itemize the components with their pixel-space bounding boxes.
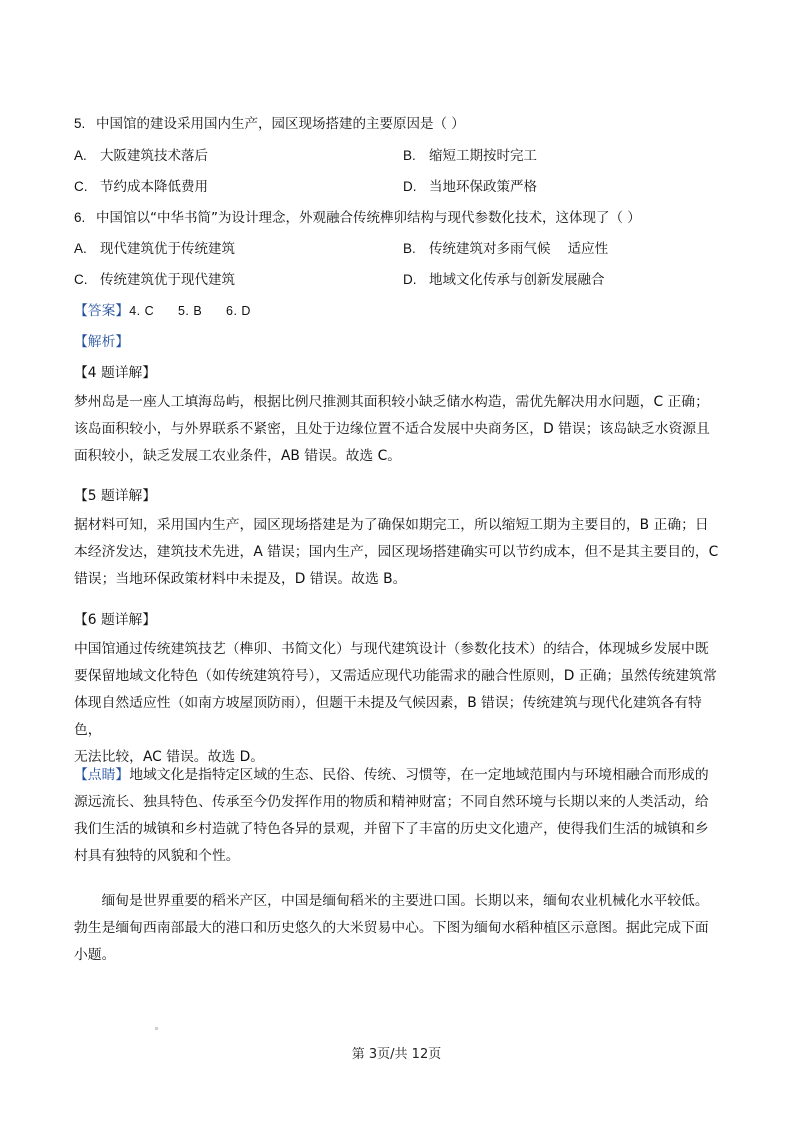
q4-detail-line: 该岛面积较小，与外界联系不紧密，且处于边缘位置不适合发展中央商务区，D 错误；该岛缺乏水资源且: [74, 421, 710, 437]
material-paragraph: [74, 888, 724, 969]
material-line: 缅甸是世界重要的稻米产区，中国是缅甸稻米的主要进口国。长期以来，缅甸农业机械化水平较低。: [101, 893, 709, 909]
q5-option-c: C. 节约成本降低费用: [74, 179, 208, 195]
q6-detail-line: 中国馆通过传统建筑技艺（榫卯、书简文化）与现代建筑设计（参数化技术）的结合，体现城乡发展中既: [74, 641, 709, 657]
answer-tag: 【答案】: [74, 303, 130, 319]
page-footer: 第 3页/共 12页: [351, 1047, 442, 1062]
comment-line: 我们生活的城镇和乡村造就了特色各异的景观，并留下了丰富的历史文化遗产，使得我们生活的城镇和乡: [74, 821, 709, 837]
q6-detail-line: 体现自然适应性（如南方坡屋顶防雨），但题干未提及气候因素，B 错误；传统建筑与现代化建筑各有特色，: [74, 695, 702, 738]
material-line: 勃生是缅甸西南部最大的港口和历史悠久的大米贸易中心。下图为缅甸水稻种植区示意图。据此完成下面: [74, 920, 709, 936]
material-line: 小题。: [74, 947, 116, 963]
q5-detail-body: [74, 512, 724, 593]
question-6-stem: 6. 中国馆以“中华书简”为设计理念，外观融合传统榫卯结构与现代参数化技术，这体现了（ ）: [74, 210, 641, 226]
q6-option-c: C. 传统建筑优于现代建筑: [74, 272, 235, 288]
q5-option-d: D. 当地环保政策严格: [403, 179, 537, 195]
question-6-number: 6.: [74, 210, 86, 225]
scan-speck: [155, 1027, 158, 1030]
q4-detail-body: [74, 389, 724, 470]
q4-detail-line: 面积较小，缺乏发展工农业条件，AB 错误。故选 C。: [74, 448, 402, 464]
comment-tag: 【点睛】: [74, 767, 130, 783]
q5-detail-line: 据材料可知，采用国内生产，园区现场搭建是为了确保如期完工，所以缩短工期为主要目的，B 正确；日: [74, 517, 709, 533]
analysis-tag: 【解析】: [74, 334, 130, 350]
q5-option-a: A. 大阪建筑技术落后: [74, 148, 208, 164]
q5-detail-tag: 【5 题详解】: [74, 488, 157, 504]
comment-line: 地域文化是指特定区域的生态、民俗、传统、习惯等，在一定地域范围内与环境相融合而形成的: [129, 767, 709, 783]
q5-detail-line: 本经济发达，建筑技术先进，A 错误；国内生产，园区现场搭建确实可以节约成本，但不是其主要目的，C: [74, 544, 719, 560]
q5-option-b: B. 缩短工期按时完工: [403, 148, 537, 164]
q4-detail-line: 梦州岛是一座人工填海岛屿，根据比例尺推测其面积较小缺乏储水构造，需优先解决用水问题，C 正确；: [74, 394, 709, 410]
comment-body: [74, 762, 724, 870]
q6-detail-line: 要保留地域文化特色（如传统建筑符号），又需适应现代功能需求的融合性原则，D 正确；虽然传统建筑常: [74, 668, 717, 684]
comment-line: 源远流长、独具特色、传承至今仍发挥作用的物质和精神财富；不同自然环境与长期以来的人类活动，给: [74, 794, 709, 810]
answer-text: 4. C 5. B 6. D: [129, 304, 251, 318]
q6-option-a: A. 现代建筑优于传统建筑: [74, 241, 235, 257]
q6-detail-tag: 【6 题详解】: [74, 612, 157, 628]
q6-detail-body: [74, 636, 724, 771]
q5-detail-line: 错误；当地环保政策材料中未提及，D 错误。故选 B。: [74, 571, 407, 587]
q6-option-b: B. 传统建筑对多雨气候 适应性: [403, 241, 609, 257]
comment-line: 村具有独特的风貌和个性。: [74, 848, 240, 864]
answer-line: [74, 302, 251, 320]
q4-detail-tag: 【4 题详解】: [74, 365, 157, 381]
question-5-number: 5.: [74, 116, 86, 131]
q6-option-d: D. 地域文化传承与创新发展融合: [403, 272, 605, 288]
question-5-stem: 5. 中国馆的建设采用国内生产，园区现场搭建的主要原因是（ ）: [74, 116, 465, 132]
q6-detail-line: 无法比较，AC 错误。故选 D。: [74, 749, 264, 765]
